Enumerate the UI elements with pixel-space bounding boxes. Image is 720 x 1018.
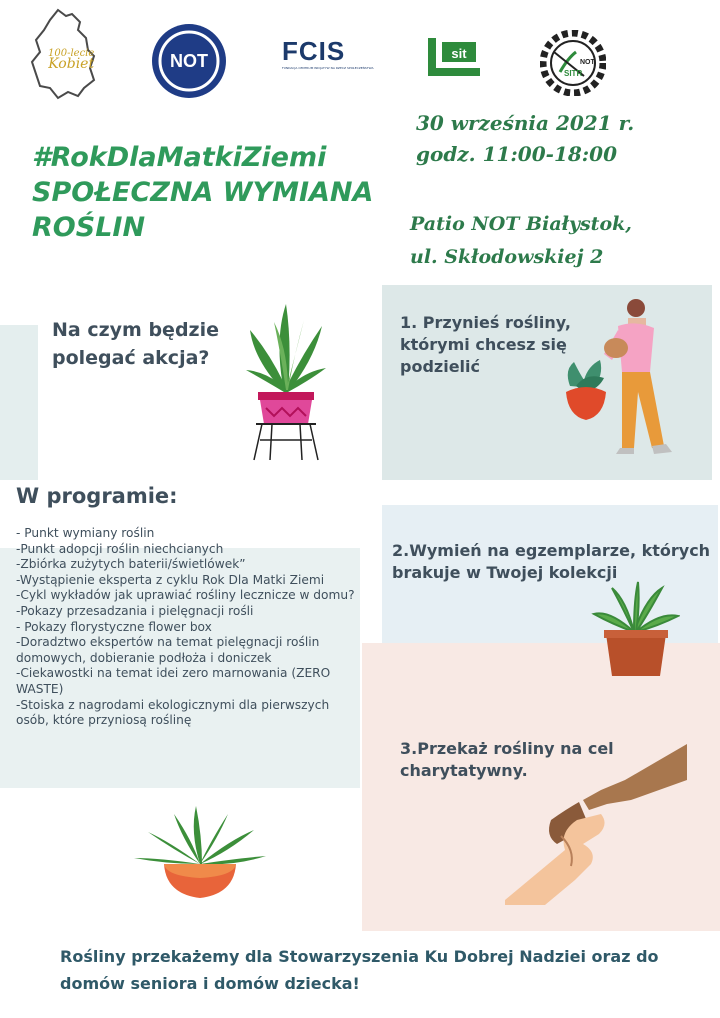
list-item: -Wystąpienie eksperta z cyklu Rok Dla Matki Ziemi bbox=[16, 572, 325, 587]
event-place bbox=[410, 208, 715, 274]
plant-stand-illustration bbox=[244, 300, 328, 462]
event-time: godz. 11:00-18:00 bbox=[416, 142, 617, 166]
list-item: -Doradztwo ekspertów na temat pielęgnacji roślin domowych, dobieranie podłoża i doniczek bbox=[16, 635, 320, 665]
person-with-plant-illustration bbox=[560, 296, 680, 461]
logo-kobiet-text bbox=[48, 48, 94, 71]
helping-hands-illustration bbox=[505, 740, 690, 905]
program-title: W programie: bbox=[16, 484, 178, 508]
event-date: 30 września 2021 r. bbox=[416, 111, 635, 135]
list-item: -Pokazy przesadzania i pielęgnacji rośli bbox=[16, 603, 254, 618]
step-1-text: 1. Przynieś rośliny, którymi chcesz się podzielić bbox=[400, 313, 571, 376]
logo-sitr-not-text: NOT bbox=[580, 59, 595, 66]
list-item: -Zbiórka zużytych baterii/świetlówek” bbox=[16, 557, 246, 572]
title-line2: ROŚLIN bbox=[32, 212, 146, 243]
bg-panel-left-top bbox=[0, 325, 38, 480]
logo-fcis-subtitle: FUNDACJA CENTRUM INICJATYW NA RZECZ SPOŁECZEŃSTWA bbox=[282, 66, 374, 70]
footer-message: Rośliny przekażemy dla Stowarzyszenia Ku Dobrej Nadziei oraz do domów seniora i domów dziecka! bbox=[60, 947, 659, 993]
logo-sit bbox=[428, 38, 480, 76]
event-title bbox=[32, 140, 392, 245]
logo-not bbox=[150, 22, 228, 100]
list-item: - Punkt wymiany roślin bbox=[16, 526, 155, 540]
title-line1: SPOŁECZNA WYMIANA bbox=[32, 177, 374, 208]
logo-sitr bbox=[540, 30, 606, 96]
step-2-text: 2.Wymień na egzemplarze, których brakuje w Twojej kolekcji bbox=[392, 541, 711, 582]
logo-not-text: NOT bbox=[170, 51, 208, 71]
question-heading: Na czym będzie polegać akcja? bbox=[52, 319, 220, 369]
list-item: -Stoiska z nagrodami ekologicznymi dla pierwszych osób, które przyniosą roślinę bbox=[16, 697, 330, 728]
logo-100-lecie-kobiet bbox=[28, 8, 100, 100]
list-item: -Punkt adopcji roślin niechcianych bbox=[16, 541, 224, 556]
logo-kobiet-line1: 100-lecie bbox=[48, 48, 95, 59]
fern-plant-illustration bbox=[590, 580, 680, 680]
potted-grass-plant-illustration bbox=[130, 802, 270, 902]
hashtag: #RokDlaMatkiZiemi bbox=[32, 142, 327, 173]
logo-fcis bbox=[282, 36, 374, 80]
place-line1: Patio NOT Białystok, bbox=[410, 213, 632, 235]
logo-sit-text: sit bbox=[451, 46, 467, 61]
list-item: -Ciekawostki na temat idei zero marnowania (ZERO WASTE) bbox=[16, 666, 331, 696]
program-list bbox=[16, 526, 356, 729]
logo-fcis-text: FCIS bbox=[282, 36, 346, 66]
list-item: -Cykl wykładów jak uprawiać rośliny lecznicze w domu? bbox=[16, 588, 355, 603]
place-line2: ul. Skłodowskiej 2 bbox=[410, 246, 604, 268]
logo-kobiet-line2: Kobiet bbox=[48, 56, 95, 72]
step-3-text: 3.Przekaż rośliny na cel charytatywny. bbox=[400, 739, 614, 780]
logo-sitr-text: SITR bbox=[564, 69, 583, 78]
list-item: - Pokazy florystyczne flower box bbox=[16, 619, 212, 634]
event-datetime bbox=[416, 108, 716, 170]
